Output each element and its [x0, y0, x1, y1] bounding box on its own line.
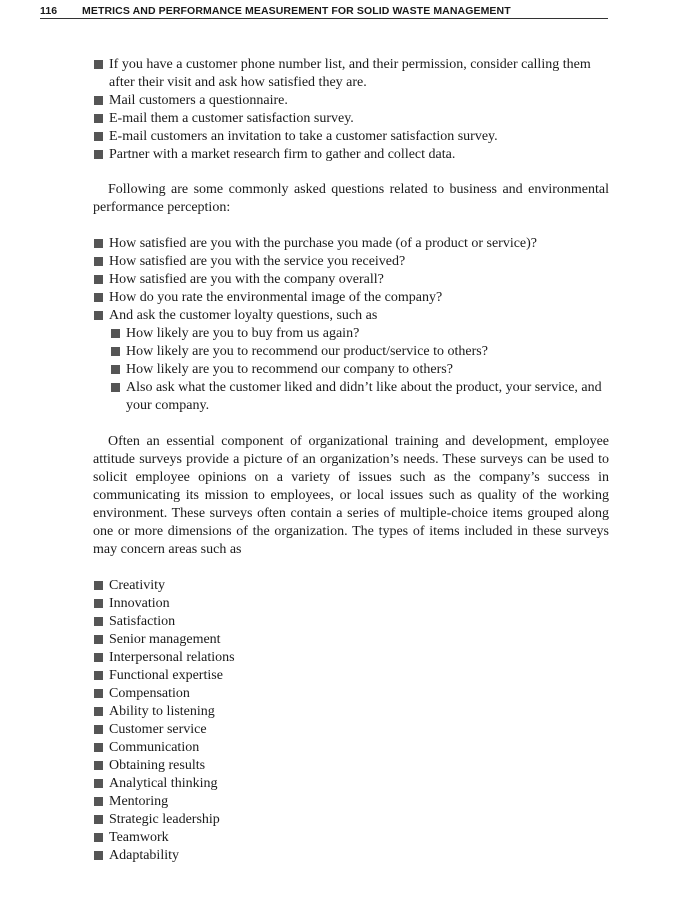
list-item: Adaptability: [93, 847, 609, 865]
running-header: [40, 5, 608, 19]
list-item: Interpersonal relations: [93, 649, 609, 667]
list-item: Satisfaction: [93, 613, 609, 631]
contact-methods-list: [93, 56, 609, 164]
list-item: If you have a customer phone number list, and their permission, consider calling them after their visit and ask how satisfied they are.: [93, 56, 609, 92]
list-item: Analytical thinking: [93, 775, 609, 793]
list-item: E-mail customers an invitation to take a customer satisfaction survey.: [93, 128, 609, 146]
list-item: How likely are you to buy from us again?: [110, 325, 609, 343]
page-number: 116: [40, 5, 58, 17]
list-item: Mentoring: [93, 793, 609, 811]
list-item: Ability to listening: [93, 703, 609, 721]
list-item: Customer service: [93, 721, 609, 739]
paragraph-perception-intro: Following are some commonly asked questions related to business and environmental performance perception:: [93, 182, 609, 215]
running-title: METRICS AND PERFORMANCE MEASUREMENT FOR SOLID WASTE MANAGEMENT: [82, 5, 511, 17]
loyalty-questions-sublist: [110, 325, 609, 415]
list-item: How likely are you to recommend our company to others?: [110, 361, 609, 379]
list-item: Communication: [93, 739, 609, 757]
list-item: E-mail them a customer satisfaction survey.: [93, 110, 609, 128]
list-item: Creativity: [93, 577, 609, 595]
paragraph-employee-surveys: Often an essential component of organizational training and development, employee attitude surveys provide a picture of an organization’s needs. These surveys can be used to solicit employee opinions on a variety of issues such as the company’s success in communicating its mission to employees, or local issues such as quality of the working environment. These surveys often contain a series of multiple-choice items grouped along one or more dimensions of the organization. The types of items included in these surveys may concern areas such as: [93, 434, 609, 557]
list-item: Also ask what the customer liked and didn’t like about the product, your service, and your company.: [110, 379, 609, 415]
perception-questions-list: [93, 235, 609, 325]
list-item: Compensation: [93, 685, 609, 703]
list-item: Teamwork: [93, 829, 609, 847]
list-item: How satisfied are you with the purchase you made (of a product or service)?: [93, 235, 609, 253]
list-item: How do you rate the environmental image of the company?: [93, 289, 609, 307]
survey-areas-list: [93, 577, 609, 865]
list-item: How satisfied are you with the company overall?: [93, 271, 609, 289]
list-item: Senior management: [93, 631, 609, 649]
list-item: Innovation: [93, 595, 609, 613]
list-item: And ask the customer loyalty questions, such as: [93, 307, 609, 325]
list-item: Strategic leadership: [93, 811, 609, 829]
list-item: How satisfied are you with the service you received?: [93, 253, 609, 271]
page-body: [93, 56, 609, 865]
list-item: Obtaining results: [93, 757, 609, 775]
list-item: Functional expertise: [93, 667, 609, 685]
list-item: Partner with a market research firm to gather and collect data.: [93, 146, 609, 164]
list-item: How likely are you to recommend our product/service to others?: [110, 343, 609, 361]
list-item: Mail customers a questionnaire.: [93, 92, 609, 110]
